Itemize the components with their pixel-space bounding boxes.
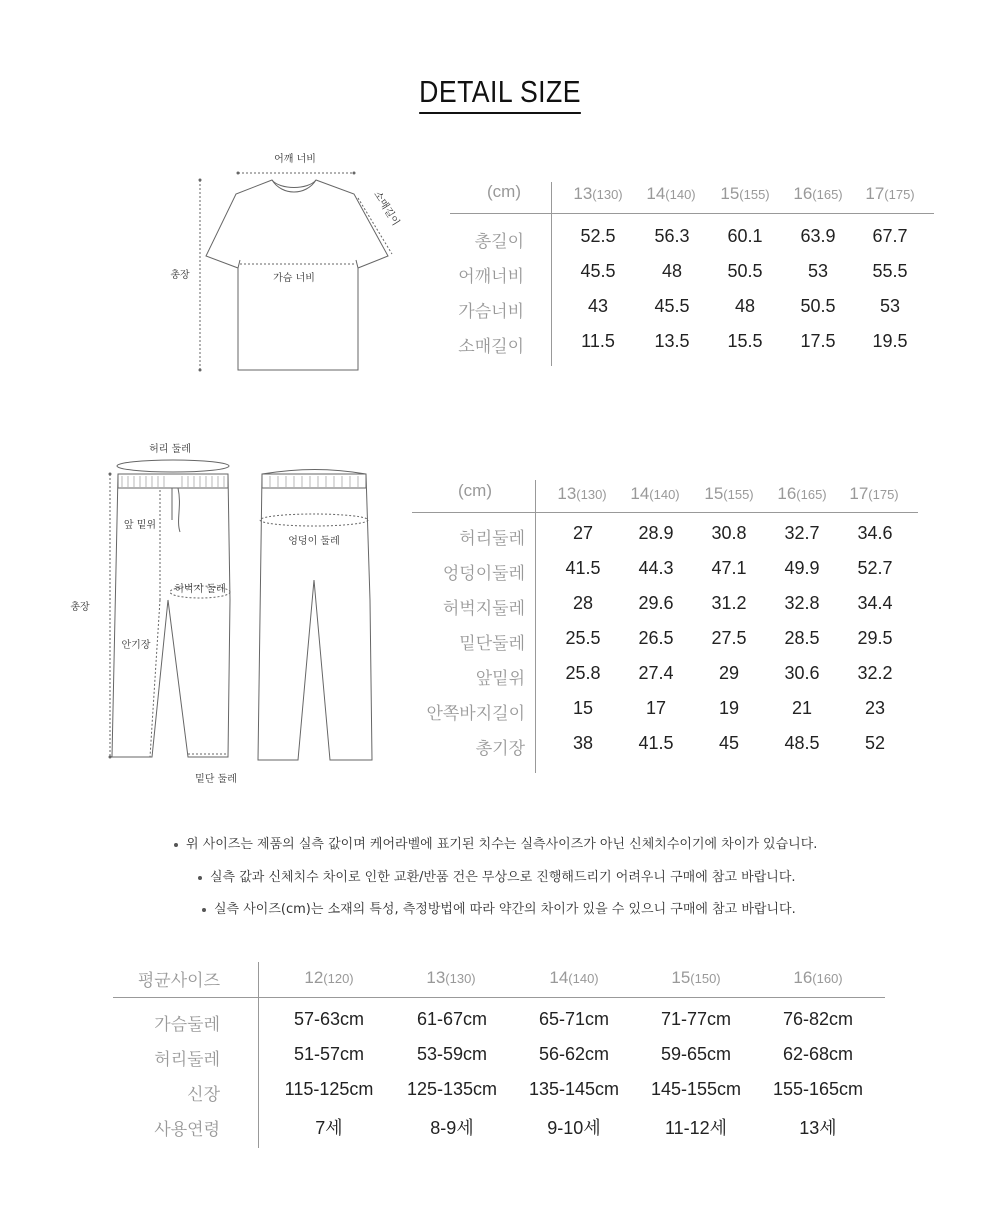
average-row-label: 사용연령 [154, 1120, 220, 1140]
pants-cell: 29 [718, 663, 740, 683]
tshirt-cell: 45.5 [580, 261, 616, 281]
pants-cell: 15 [572, 698, 594, 718]
pants-row-label: 앞밑위 [475, 669, 525, 689]
inseam-label: 안기장 [121, 640, 151, 651]
average-col-12: 12(120) [304, 968, 354, 987]
average-cell: 59-65cm [660, 1044, 732, 1064]
pants-cell: 25.8 [565, 663, 601, 683]
note-text: 실측 값과 신체치수 차이로 인한 교환/반품 건은 무상으로 진행해드리기 어려우니 구매에 참고 바랍니다. [210, 870, 796, 885]
pants-cell: 17 [645, 698, 667, 718]
tshirt-cell: 17.5 [800, 331, 836, 351]
pants-cell: 48.5 [784, 733, 820, 753]
tshirt-row-label: 총길이 [474, 232, 524, 252]
pants-cell: 32.7 [784, 523, 820, 543]
pants-cell: 49.9 [784, 558, 820, 578]
tshirt-cell: 48 [661, 261, 683, 281]
tshirt-cell: 50.5 [800, 296, 836, 316]
hip-label: 엉덩이 둘레 [288, 536, 340, 547]
average-row-label: 허리둘레 [154, 1050, 220, 1070]
tshirt-cell: 48 [734, 296, 756, 316]
average-cell: 51-57cm [293, 1044, 365, 1064]
tshirt-col-15: 15(155) [720, 184, 770, 203]
pants-cell: 23 [864, 698, 886, 718]
shoulder-label: 어깨 너비 [274, 154, 316, 165]
pants-row-label: 허벅지둘레 [442, 599, 525, 619]
pants-cell: 28.9 [638, 523, 674, 543]
average-cell: 155-165cm [772, 1079, 864, 1099]
tshirt-length-label: 총장 [170, 270, 190, 281]
pants-cell: 21 [791, 698, 813, 718]
average-cell: 57-63cm [293, 1009, 365, 1029]
tshirt-cell: 13.5 [654, 331, 690, 351]
pants-col-16: 16(165) [777, 484, 827, 503]
average-cell: 62-68cm [782, 1044, 854, 1064]
average-cell: 125-135cm [406, 1079, 498, 1099]
average-row-label: 가슴둘레 [154, 1015, 220, 1035]
tshirt-row-label: 소매길이 [458, 337, 524, 357]
pants-cell: 34.6 [857, 523, 893, 543]
average-cell: 115-125cm [284, 1079, 374, 1099]
tshirt-cell: 50.5 [727, 261, 763, 281]
tshirt-cell: 53 [807, 261, 829, 281]
average-col-14: 14(140) [549, 968, 599, 987]
tshirt-col-14: 14(140) [646, 184, 696, 203]
tshirt-cell: 60.1 [727, 226, 763, 246]
tshirt-col-17: 17(175) [865, 184, 915, 203]
average-row-label: 신장 [187, 1085, 220, 1105]
front-rise-label: 앞 밑위 [123, 520, 157, 531]
pants-cell: 31.2 [711, 593, 747, 613]
pants-cell: 28.5 [784, 628, 820, 648]
pants-cell: 28 [572, 593, 594, 613]
page-title-text: DETAIL SIZE [419, 74, 581, 114]
tshirt-cell: 67.7 [872, 226, 908, 246]
tshirt-cell: 55.5 [872, 261, 908, 281]
tshirt-col-16: 16(165) [793, 184, 843, 203]
pants-cell: 52 [864, 733, 886, 753]
pants-cell: 30.8 [711, 523, 747, 543]
tshirt-row-label: 어깨너비 [458, 267, 524, 287]
sleeve-label: 소매길이 [371, 189, 402, 228]
average-col-16: 16(160) [793, 968, 843, 987]
pants-col-14: 14(140) [630, 484, 680, 503]
average-cell: 56-62cm [538, 1044, 610, 1064]
pants-cell: 32.2 [857, 663, 893, 683]
tshirt-col-13: 13(130) [573, 184, 623, 203]
average-cell: 61-67cm [416, 1009, 488, 1029]
tshirt-cell: 11.5 [581, 331, 615, 351]
average-cell: 53-59cm [416, 1044, 488, 1064]
pants-cell: 41.5 [565, 558, 601, 578]
average-cell: 65-71cm [538, 1009, 610, 1029]
pants-row-label: 허리둘레 [459, 529, 525, 549]
tshirt-cell: 63.9 [800, 226, 836, 246]
average-cell: 76-82cm [782, 1009, 854, 1029]
pants-cell: 45 [718, 733, 740, 753]
waist-label: 허리 둘레 [149, 444, 191, 455]
average-cell: 135-145cm [528, 1079, 620, 1099]
average-col-13: 13(130) [426, 968, 476, 987]
tshirt-cell: 52.5 [580, 226, 616, 246]
tshirt-cell: 56.3 [654, 226, 690, 246]
pants-cell: 27.5 [711, 628, 747, 648]
pants-cell: 52.7 [857, 558, 893, 578]
pants-cell: 30.6 [784, 663, 820, 683]
tshirt-row-label: 가슴너비 [458, 302, 524, 322]
average-header: 평균사이즈 [137, 971, 220, 991]
pants-cell: 44.3 [638, 558, 674, 578]
tshirt-cell: 43 [587, 296, 609, 316]
note-text: 위 사이즈는 제품의 실측 값이며 케어라벨에 표기된 치수는 실측사이즈가 아닌 신체치수이기에 차이가 있습니다. [186, 837, 818, 852]
average-cell: 7세 [315, 1118, 343, 1138]
pants-length-label: 총장 [70, 602, 90, 613]
pants-col-15: 15(155) [704, 484, 754, 503]
pants-unit: (cm) [458, 481, 492, 500]
tshirt-cell: 53 [879, 296, 901, 316]
average-col-15: 15(150) [671, 968, 721, 987]
pants-row-label: 안쪽바지길이 [426, 704, 525, 724]
pants-cell: 32.8 [784, 593, 820, 613]
tshirt-cell: 15.5 [727, 331, 763, 351]
pants-cell: 47.1 [711, 558, 747, 578]
average-cell: 71-77cm [660, 1009, 732, 1029]
chest-label: 가슴 너비 [273, 273, 315, 284]
pants-cell: 41.5 [638, 733, 674, 753]
average-cell: 145-155cm [650, 1079, 742, 1099]
tshirt-cell: 45.5 [654, 296, 690, 316]
pants-col-17: 17(175) [849, 484, 899, 503]
average-cell: 9-10세 [547, 1118, 601, 1138]
average-cell: 11-12세 [664, 1118, 728, 1138]
pants-row-label: 총기장 [475, 739, 525, 759]
note-text: 실측 사이즈(cm)는 소재의 특성, 측정방법에 따라 약간의 차이가 있을 수 있으니 구매에 참고 바랍니다. [214, 902, 796, 917]
tshirt-cell: 19.5 [872, 331, 908, 351]
pants-cell: 34.4 [857, 593, 893, 613]
average-cell: 13세 [799, 1118, 837, 1138]
pants-cell: 29.6 [638, 593, 674, 613]
pants-cell: 38 [572, 733, 594, 753]
pants-cell: 29.5 [857, 628, 893, 648]
pants-cell: 19 [718, 698, 740, 718]
pants-cell: 25.5 [565, 628, 601, 648]
pants-row-label: 밑단둘레 [459, 634, 525, 654]
pants-row-label: 엉덩이둘레 [442, 564, 525, 584]
average-cell: 8-9세 [430, 1118, 474, 1138]
tshirt-unit: (cm) [487, 182, 521, 201]
thigh-label: 허벅지 둘레 [174, 584, 226, 595]
hem-label: 밑단 둘레 [195, 774, 237, 785]
pants-cell: 27.4 [638, 663, 674, 683]
pants-col-13: 13(130) [557, 484, 607, 503]
pants-cell: 27 [572, 523, 594, 543]
pants-cell: 26.5 [638, 628, 674, 648]
